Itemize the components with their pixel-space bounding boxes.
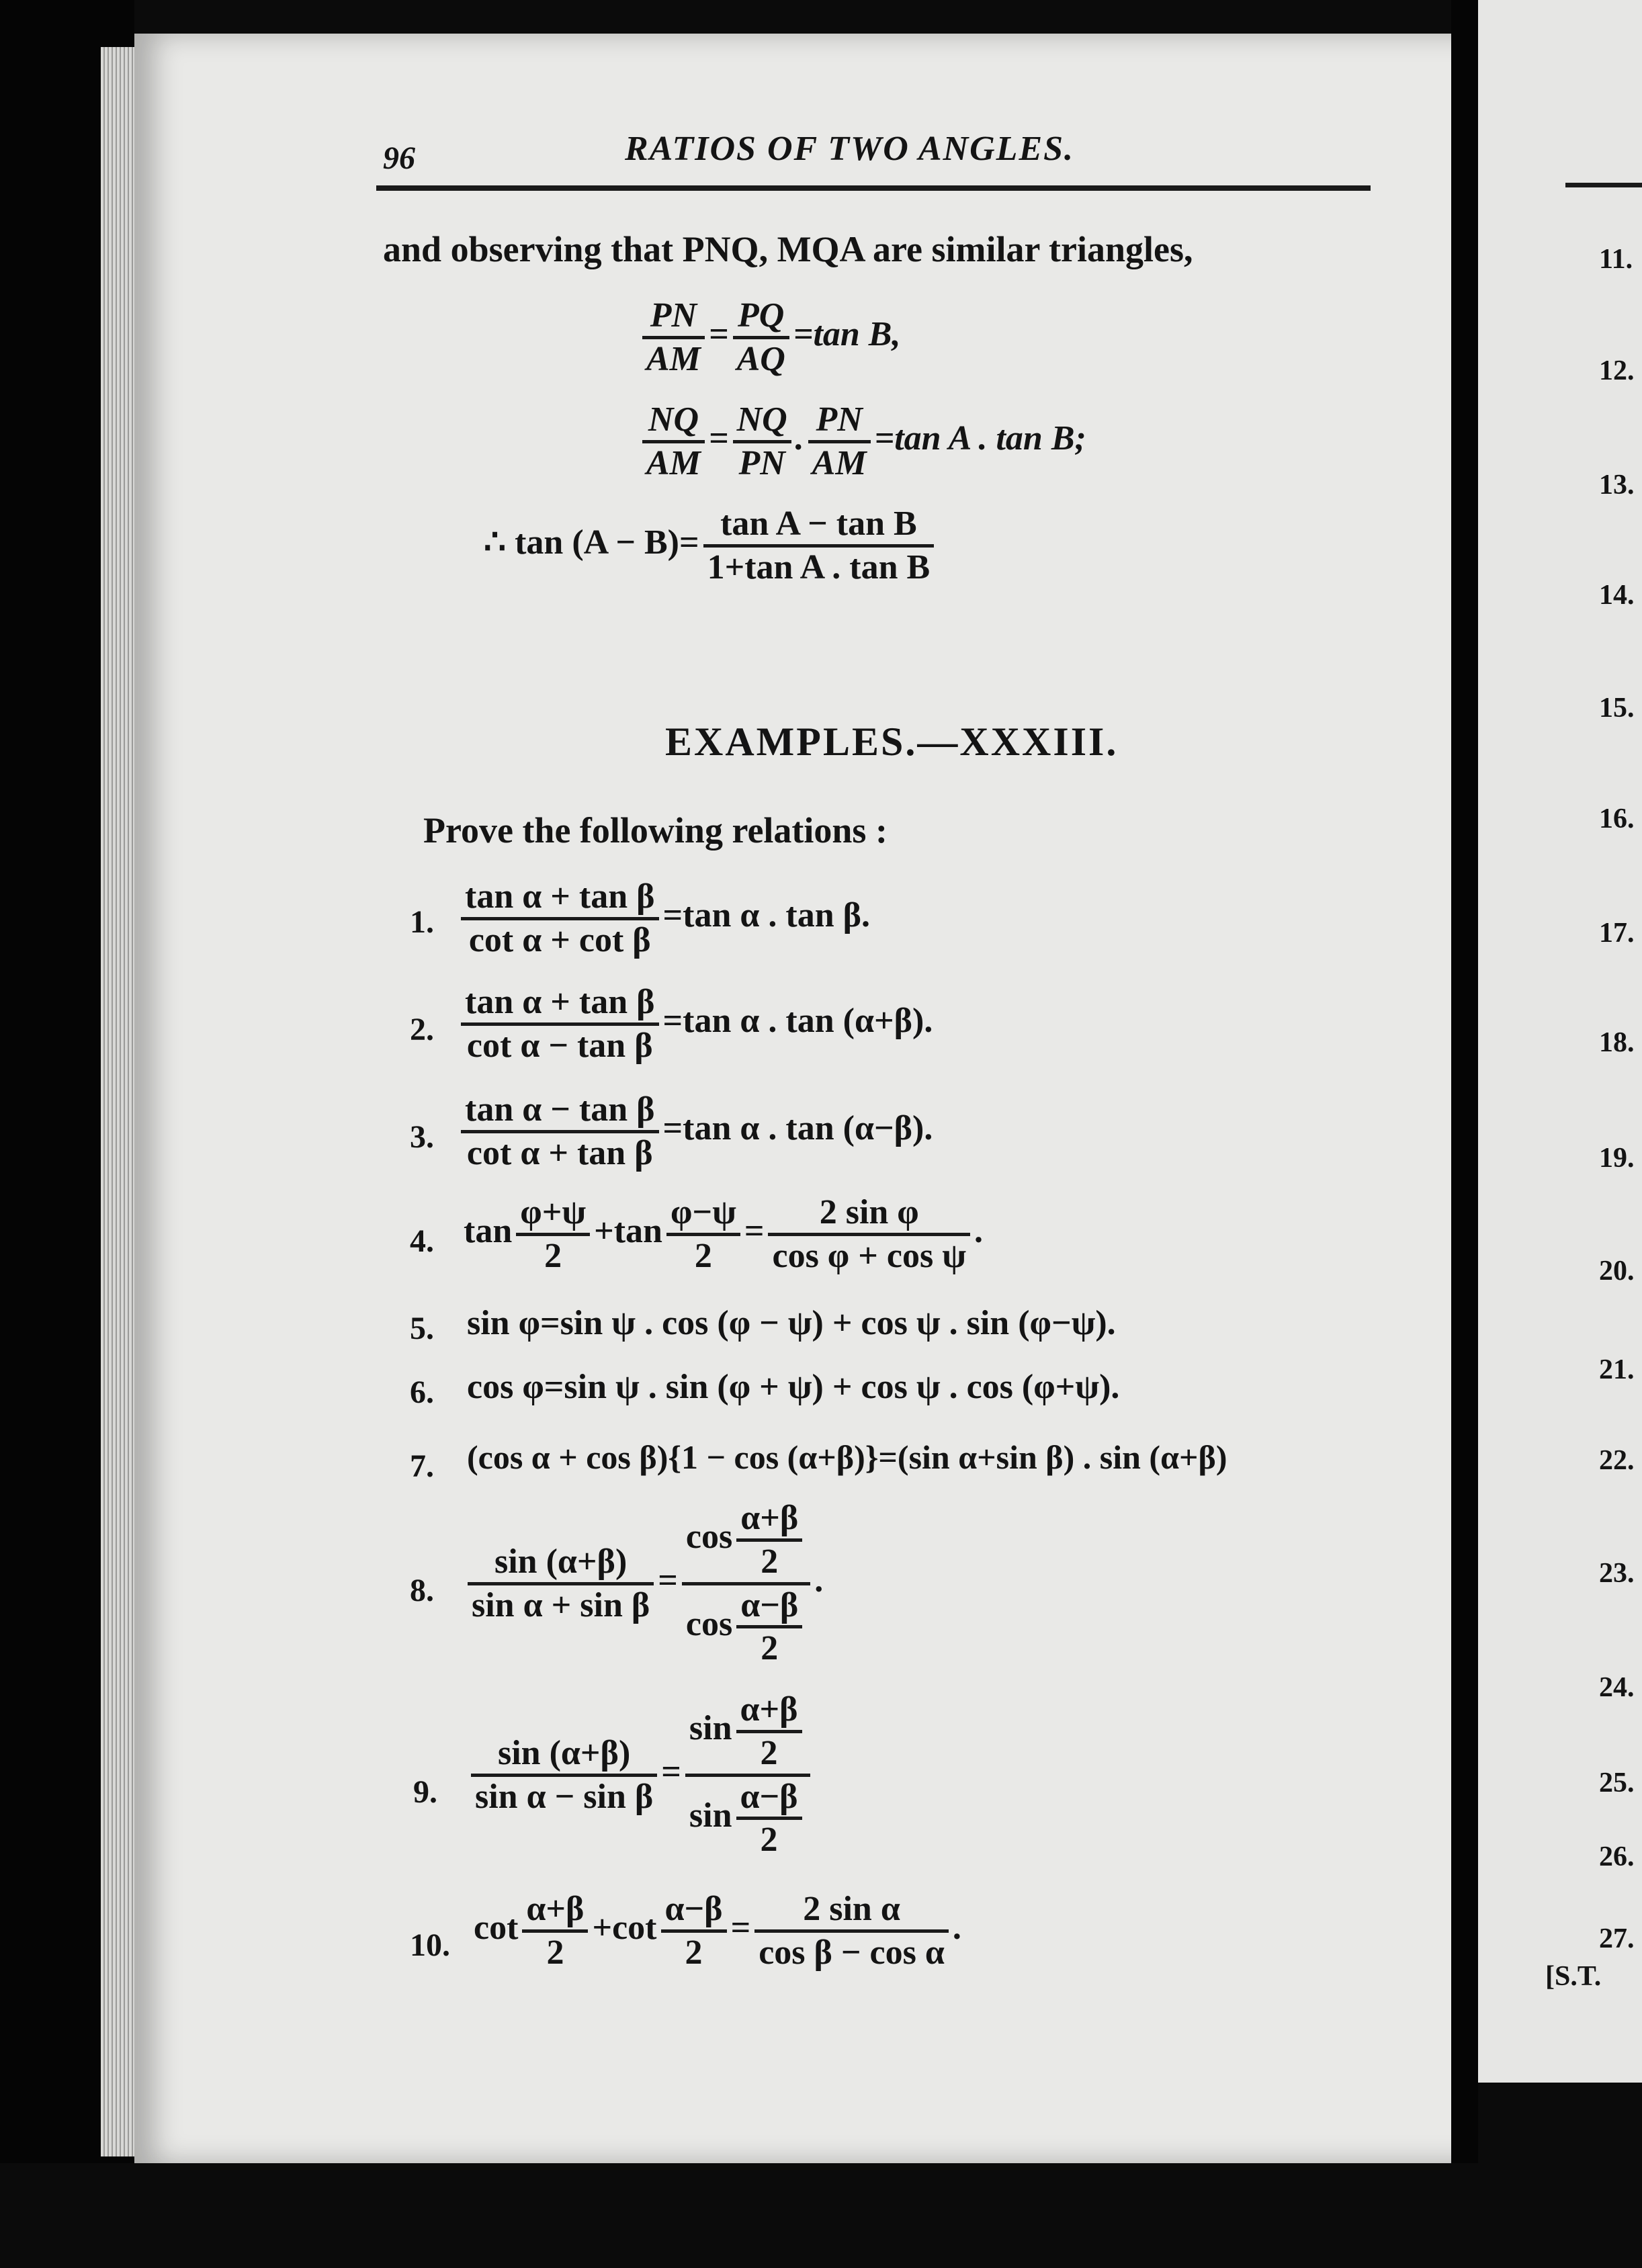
numerator: φ+ψ <box>516 1192 590 1236</box>
header-rule <box>376 185 1371 191</box>
rhs: =tan B, <box>793 315 901 354</box>
example-3 <box>457 1090 933 1174</box>
denominator: 2 <box>760 1821 778 1860</box>
fraction <box>666 1192 740 1276</box>
denominator: AM <box>646 443 701 482</box>
example-4 <box>464 1192 983 1276</box>
denominator: 2 <box>694 1236 712 1275</box>
denominator: 2 <box>760 1733 778 1772</box>
denominator: 2 <box>544 1236 562 1275</box>
numerator <box>685 1690 810 1777</box>
denominator: sin α + sin β <box>472 1585 650 1624</box>
rhs: =tan α . tan (α+β). <box>662 1002 933 1041</box>
fraction <box>516 1192 590 1276</box>
proof-intro: and observing that PNQ, MQA are similar triangles, <box>383 229 1193 269</box>
fraction <box>461 982 659 1066</box>
compound-fraction <box>685 1690 810 1860</box>
punctuation: . <box>814 1561 824 1600</box>
equals-sign: = <box>744 1212 765 1251</box>
numerator: PN <box>808 400 871 443</box>
right-page-number: 25. <box>1599 1768 1635 1798</box>
numerator: tan A − tan B <box>703 504 935 548</box>
example-7: (cos α + cos β){1 − cos (α+β)}=(sin α+sin β) . sin (α+β) <box>467 1438 1227 1476</box>
right-page-number: 21. <box>1599 1354 1635 1385</box>
right-page-number: 17. <box>1599 918 1635 949</box>
example-number: 1. <box>410 904 434 940</box>
right-page-number: 11. <box>1599 244 1633 275</box>
lhs: ∴ tan (A − B)= <box>484 523 699 562</box>
rhs: =tan α . tan (α−β). <box>662 1109 933 1148</box>
fraction <box>703 504 935 588</box>
fraction <box>736 1690 802 1774</box>
equals-sign: = <box>658 1561 678 1600</box>
fraction <box>736 1585 802 1669</box>
numerator: 2 sin φ <box>768 1192 970 1236</box>
right-page-number: 24. <box>1599 1672 1635 1703</box>
denominator: 2 <box>761 1542 779 1581</box>
numerator: φ−ψ <box>666 1192 740 1236</box>
right-page-number: 15. <box>1599 693 1635 724</box>
dot: . <box>795 419 804 458</box>
equals-sign: = <box>730 1909 751 1948</box>
fraction <box>736 1777 802 1861</box>
rhs: =tan α . tan β. <box>662 896 871 935</box>
right-page-number: 13. <box>1599 470 1635 500</box>
examples-heading: EXAMPLES.—XXXIII. <box>665 719 1119 764</box>
right-page-number: 16. <box>1599 803 1635 834</box>
fraction <box>754 1889 949 1973</box>
example-2 <box>457 982 933 1066</box>
right-page-number: 26. <box>1599 1841 1635 1872</box>
right-page-number: 20. <box>1599 1256 1635 1286</box>
denominator: AM <box>812 443 867 482</box>
fraction <box>468 1542 654 1626</box>
numerator: α+β <box>736 1498 802 1542</box>
equals-sign: = <box>708 315 729 354</box>
compound-fraction <box>682 1498 810 1669</box>
numerator: NQ <box>733 400 791 443</box>
example-number: 8. <box>410 1573 434 1608</box>
denominator: cot α + cot β <box>468 920 651 959</box>
denominator: 2 <box>546 1933 564 1972</box>
denominator <box>685 1777 810 1861</box>
operator: +tan <box>594 1212 662 1251</box>
denominator: 2 <box>685 1933 703 1972</box>
punctuation: . <box>974 1212 983 1251</box>
example-1 <box>457 877 870 961</box>
fraction <box>733 400 791 484</box>
denominator: sin α − sin β <box>475 1777 654 1816</box>
book-gutter <box>1451 0 1478 2268</box>
denominator: cos φ + cos ψ <box>772 1236 966 1275</box>
denominator: 2 <box>761 1629 779 1668</box>
numerator: α+β <box>522 1889 588 1933</box>
example-8 <box>464 1498 823 1669</box>
equals-sign: = <box>708 419 729 458</box>
fraction <box>642 296 705 380</box>
running-head: RATIOS OF TWO ANGLES. <box>625 130 1075 168</box>
numerator: tan α + tan β <box>461 982 659 1026</box>
example-6: cos φ=sin ψ . sin (φ + ψ) + cos ψ . cos (φ+ψ). <box>467 1368 1120 1406</box>
fraction <box>471 1733 657 1817</box>
function-name: cos <box>685 1604 733 1643</box>
right-page-number: 19. <box>1599 1143 1635 1174</box>
function-name: cot <box>474 1909 519 1948</box>
example-number: 6. <box>410 1375 434 1410</box>
example-9 <box>467 1690 814 1860</box>
denominator: 1+tan A . tan B <box>707 548 931 586</box>
fraction <box>461 877 659 961</box>
numerator: α+β <box>736 1690 802 1733</box>
example-number: 5. <box>410 1311 434 1346</box>
function-name: cos <box>685 1518 733 1557</box>
numerator: sin (α+β) <box>468 1542 654 1585</box>
numerator: 2 sin α <box>754 1889 949 1933</box>
punctuation: . <box>952 1909 961 1948</box>
example-number: 10. <box>410 1927 450 1963</box>
denominator: cos β − cos α <box>759 1933 945 1972</box>
denominator: PN <box>738 443 785 482</box>
function-name: sin <box>689 1709 732 1748</box>
proof-equation-2 <box>638 400 1086 484</box>
denominator: cot α + tan β <box>466 1133 653 1172</box>
fraction <box>522 1889 588 1973</box>
fraction <box>736 1498 802 1582</box>
numerator: tan α + tan β <box>461 877 659 920</box>
numerator: tan α − tan β <box>461 1090 659 1133</box>
fraction <box>661 1889 727 1973</box>
right-page-footnote: [S.T. <box>1545 1961 1602 1992</box>
right-page-header-rule <box>1565 183 1642 187</box>
fraction <box>733 296 789 380</box>
rhs: =tan A . tan B; <box>874 419 1086 458</box>
right-page-number: 14. <box>1599 580 1635 611</box>
fraction <box>642 400 705 484</box>
right-page-number: 22. <box>1599 1445 1635 1476</box>
function-name: tan <box>464 1212 513 1251</box>
example-5: sin φ=sin ψ . cos (φ − ψ) + cos ψ . sin (φ−ψ). <box>467 1304 1116 1342</box>
example-number: 3. <box>410 1119 434 1155</box>
example-number: 4. <box>410 1223 434 1259</box>
function-name: sin <box>689 1796 732 1835</box>
right-page-number: 18. <box>1599 1027 1635 1058</box>
numerator: PQ <box>733 296 789 339</box>
example-number: 2. <box>410 1012 434 1047</box>
denominator <box>682 1585 810 1669</box>
numerator: sin (α+β) <box>471 1733 657 1777</box>
numerator <box>682 1498 810 1585</box>
fraction <box>808 400 871 484</box>
proof-equation-3 <box>484 504 938 588</box>
denominator: AM <box>646 339 701 378</box>
right-page-number: 27. <box>1599 1923 1635 1954</box>
page-number: 96 <box>383 140 415 176</box>
equals-sign: = <box>661 1753 681 1792</box>
fraction <box>461 1090 659 1174</box>
right-page-number: 12. <box>1599 355 1635 386</box>
example-number: 7. <box>410 1448 434 1484</box>
right-page-number: 23. <box>1599 1558 1635 1589</box>
fraction <box>768 1192 970 1276</box>
numerator: PN <box>642 296 705 339</box>
proof-equation-1 <box>638 296 901 380</box>
operator: +cot <box>592 1909 657 1948</box>
numerator: NQ <box>642 400 705 443</box>
numerator: α−β <box>661 1889 727 1933</box>
scan-background <box>0 2163 1642 2268</box>
denominator: AQ <box>736 339 785 378</box>
example-10 <box>474 1889 961 1973</box>
numerator: α−β <box>736 1585 802 1629</box>
numerator: α−β <box>736 1777 802 1821</box>
example-number: 9. <box>413 1774 437 1810</box>
examples-instruction: Prove the following relations : <box>423 810 888 850</box>
denominator: cot α − tan β <box>466 1026 653 1065</box>
